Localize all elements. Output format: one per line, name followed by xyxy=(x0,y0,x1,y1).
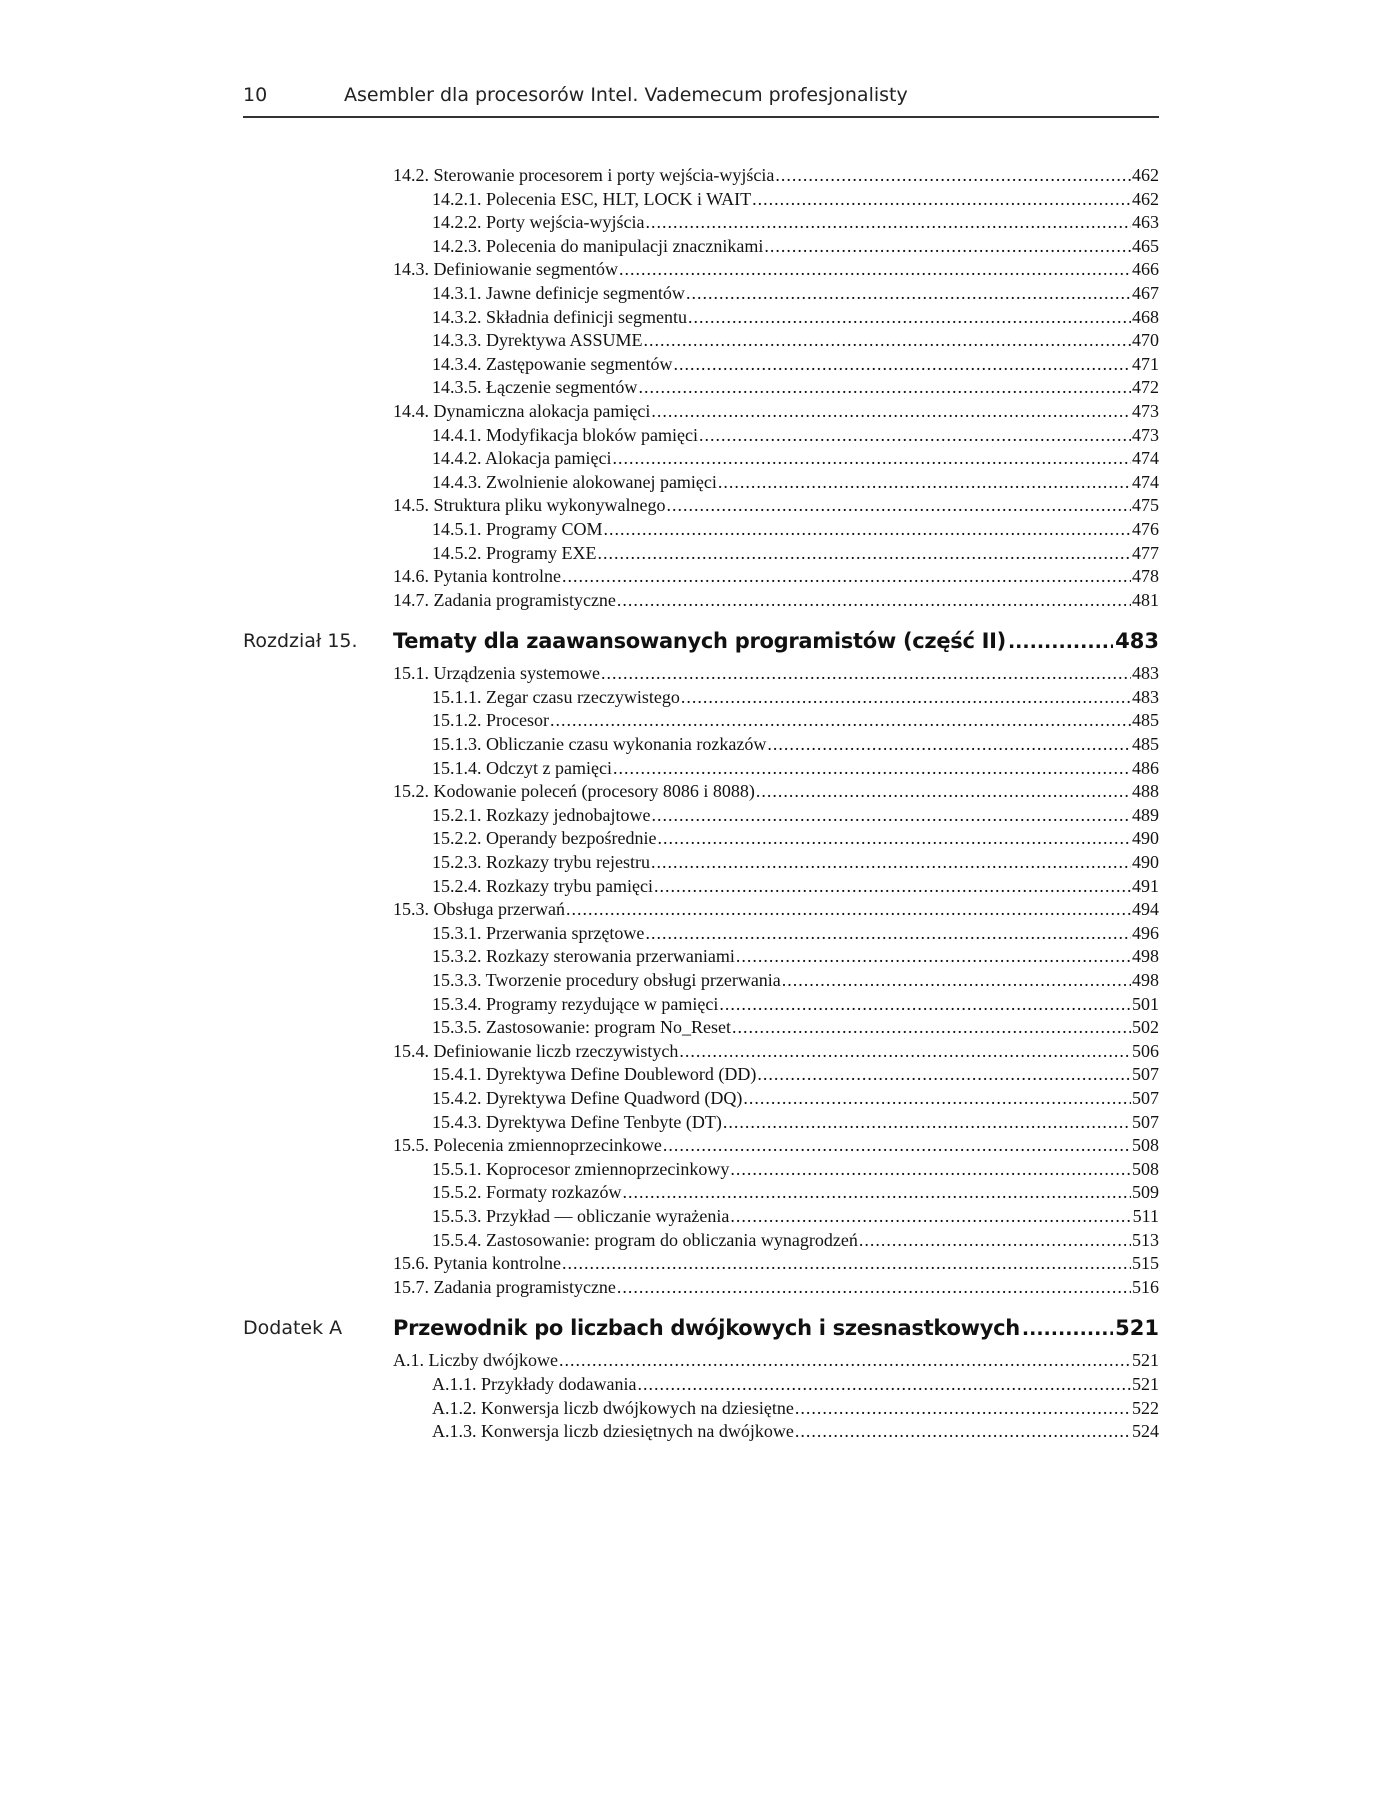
toc-entry-title: 14.4.3. Zwolnienie alokowanej pamięci xyxy=(432,471,717,492)
toc-entry-title: 15.3.5. Zastosowanie: program No_Reset xyxy=(432,1017,731,1038)
toc-entry-title: 15.5. Polecenia zmiennoprzecinkowe xyxy=(393,1135,662,1156)
toc-entry-title: 14.2.3. Polecenia do manipulacji znacznikami xyxy=(432,235,764,256)
toc-entry[interactable] xyxy=(432,188,1159,212)
toc-entry-title: 15.2. Kodowanie poleceń (procesory 8086 i 8088) xyxy=(393,781,755,802)
toc-entry[interactable] xyxy=(432,1229,1159,1253)
toc-page-number: 508 xyxy=(1132,1135,1159,1156)
dot-leader xyxy=(686,282,1131,306)
toc-page-number: 462 xyxy=(1132,165,1159,185)
toc-entry-title: 15.1.1. Zegar czasu rzeczywistego xyxy=(432,686,680,707)
toc-entry-title: 15.4.1. Dyrektywa Define Doubleword (DD) xyxy=(432,1064,757,1085)
toc-entry-title: 15.3.4. Programy rezydujące w pamięci xyxy=(432,993,719,1014)
dot-leader xyxy=(622,1181,1131,1205)
toc-page-number: 509 xyxy=(1132,1182,1159,1203)
dot-leader xyxy=(617,1276,1131,1300)
toc-entry-title: 15.5.2. Formaty rozkazów xyxy=(432,1182,622,1203)
toc-entry-title: 15.1. Urządzenia systemowe xyxy=(393,663,600,684)
toc-entry-title: 14.5. Struktura pliku wykonywalnego xyxy=(393,495,666,516)
toc-page-number: 498 xyxy=(1132,946,1159,967)
toc-entry-title: 15.4.2. Dyrektywa Define Quadword (DQ) xyxy=(432,1087,743,1108)
toc-entry-title: 14.6. Pytania kontrolne xyxy=(393,566,561,587)
dot-leader xyxy=(736,945,1131,969)
toc-entry[interactable] xyxy=(432,353,1159,377)
toc-entry[interactable] xyxy=(432,329,1159,353)
table-of-contents xyxy=(243,164,1159,1444)
toc-entry-title: 14.7. Zadania programistyczne xyxy=(393,589,616,610)
toc-page-number: 524 xyxy=(1132,1421,1159,1442)
toc-entry[interactable] xyxy=(393,164,1159,188)
toc-entry[interactable] xyxy=(432,1111,1159,1135)
toc-entry-title: 15.2.1. Rozkazy jednobajtowe xyxy=(432,804,651,825)
running-title: Asembler dla procesorów Intel. Vademecum profesjonalisty xyxy=(344,84,908,106)
toc-page-number: 462 xyxy=(1132,188,1159,209)
toc-page-number: 490 xyxy=(1132,828,1159,849)
toc-page-number: 506 xyxy=(1132,1040,1159,1061)
dot-leader xyxy=(562,565,1131,589)
toc-entry-title: 15.2.4. Rozkazy trybu pamięci xyxy=(432,875,653,896)
toc-entry[interactable] xyxy=(432,733,1159,757)
dot-leader xyxy=(859,1229,1131,1253)
toc-entry[interactable] xyxy=(432,1205,1159,1229)
toc-entry[interactable] xyxy=(432,1373,1159,1397)
toc-entry[interactable] xyxy=(432,993,1159,1017)
toc-entry-title: 15.7. Zadania programistyczne xyxy=(393,1276,616,1297)
toc-page-number: 496 xyxy=(1132,922,1159,943)
toc-entry-title: 15.3.3. Tworzenie procedury obsługi przerwania xyxy=(432,970,781,990)
dot-leader xyxy=(645,211,1131,235)
toc-entry[interactable] xyxy=(432,542,1159,566)
toc-page-number: 475 xyxy=(1132,495,1159,516)
toc-entry-title: 14.3.1. Jawne definicje segmentów xyxy=(432,282,685,303)
dot-leader xyxy=(719,993,1131,1017)
toc-page-number: 481 xyxy=(1132,589,1159,610)
toc-entry-title: 15.5.1. Koprocesor zmiennoprzecinkowy xyxy=(432,1158,730,1179)
toc-entry-title: 15.3. Obsługa przerwań xyxy=(393,899,565,920)
toc-page-number: 511 xyxy=(1132,1205,1159,1226)
dot-leader xyxy=(782,969,1131,993)
dot-leader xyxy=(604,518,1132,542)
toc-page-number: 468 xyxy=(1132,306,1159,327)
toc-page-number: 473 xyxy=(1132,424,1159,445)
dot-leader xyxy=(663,1134,1131,1158)
toc-page-number: 486 xyxy=(1132,757,1159,778)
dot-leader xyxy=(651,851,1131,875)
toc-entry-title: 14.2.2. Porty wejścia-wyjścia xyxy=(432,212,645,233)
toc-entry[interactable] xyxy=(432,1016,1159,1040)
dot-leader xyxy=(566,898,1131,922)
dot-leader xyxy=(617,589,1131,613)
toc-entry[interactable] xyxy=(432,447,1159,471)
toc-page-number: 501 xyxy=(1132,993,1159,1014)
dot-leader xyxy=(764,235,1131,259)
dot-leader xyxy=(723,1111,1131,1135)
dot-leader xyxy=(679,1040,1131,1064)
toc-entry[interactable] xyxy=(432,686,1159,710)
dot-leader xyxy=(673,353,1131,377)
toc-page-number: 489 xyxy=(1132,804,1159,825)
toc-chapter-heading[interactable] xyxy=(243,620,1159,662)
toc-page-number: 515 xyxy=(1132,1253,1159,1274)
toc-page-number: 485 xyxy=(1132,734,1159,755)
dot-leader xyxy=(654,875,1131,899)
toc-entry[interactable] xyxy=(432,922,1159,946)
toc-page-number: 490 xyxy=(1132,852,1159,873)
dot-leader xyxy=(730,1158,1131,1182)
toc-entry[interactable] xyxy=(393,1349,1159,1373)
dot-leader xyxy=(756,780,1131,804)
toc-entry-title: A.1.1. Przykłady dodawania xyxy=(432,1373,637,1394)
dot-leader xyxy=(657,827,1131,851)
toc-page-number: 471 xyxy=(1132,353,1159,374)
toc-entry-title: 14.3. Definiowanie segmentów xyxy=(393,259,618,280)
toc-entry[interactable] xyxy=(432,376,1159,400)
dot-leader xyxy=(550,709,1131,733)
toc-entry[interactable] xyxy=(432,757,1159,781)
toc-page-number: 494 xyxy=(1132,899,1159,920)
toc-page-number: 521 xyxy=(1115,1316,1159,1341)
dot-leader xyxy=(645,922,1131,946)
dot-leader xyxy=(562,1252,1131,1276)
toc-page-number: 522 xyxy=(1132,1397,1159,1418)
toc-entry[interactable] xyxy=(432,1158,1159,1182)
toc-entry-title: 14.5.2. Programy EXE xyxy=(432,542,597,563)
toc-entry-title: 14.4. Dynamiczna alokacja pamięci xyxy=(393,400,651,421)
toc-page-number: 483 xyxy=(1132,686,1159,707)
toc-entry-title: 15.2.2. Operandy bezpośrednie xyxy=(432,828,657,849)
toc-entry-title: 14.2.1. Polecenia ESC, HLT, LOCK i WAIT xyxy=(432,188,752,209)
toc-entry-title: 15.1.2. Procesor xyxy=(432,710,549,731)
toc-entry-title: 15.1.3. Obliczanie czasu wykonania rozkazów xyxy=(432,734,767,755)
dot-leader xyxy=(1022,1308,1113,1350)
toc-entry[interactable] xyxy=(393,565,1159,589)
dot-leader xyxy=(743,1087,1131,1111)
toc-entry-title: 14.3.5. Łączenie segmentów xyxy=(432,377,638,398)
dot-leader xyxy=(681,686,1131,710)
toc-entry-title: 14.3.4. Zastępowanie segmentów xyxy=(432,353,673,374)
dot-leader xyxy=(757,1063,1131,1087)
toc-entry[interactable] xyxy=(432,1087,1159,1111)
dot-leader xyxy=(597,542,1131,566)
toc-page-number: 513 xyxy=(1132,1229,1159,1250)
toc-entry[interactable] xyxy=(393,662,1159,686)
toc-entry[interactable] xyxy=(432,282,1159,306)
toc-entry-title: 14.3.3. Dyrektywa ASSUME xyxy=(432,330,643,351)
toc-entry[interactable] xyxy=(432,1063,1159,1087)
toc-entry-title: 15.6. Pytania kontrolne xyxy=(393,1253,561,1274)
toc-entry[interactable] xyxy=(432,709,1159,733)
toc-page-number: 465 xyxy=(1132,235,1159,256)
dot-leader xyxy=(651,804,1131,828)
toc-entry-title: 14.4.1. Modyfikacja bloków pamięci xyxy=(432,424,698,445)
toc-entry-title: 14.5.1. Programy COM xyxy=(432,518,603,539)
toc-page-number: 463 xyxy=(1132,212,1159,233)
toc-entry[interactable] xyxy=(393,589,1159,613)
toc-page-number: 470 xyxy=(1132,330,1159,351)
chapter-title: Tematy dla zaawansowanych programistów (część II) xyxy=(393,629,1006,654)
toc-page-number: 508 xyxy=(1132,1158,1159,1179)
toc-entry[interactable] xyxy=(393,780,1159,804)
toc-entry[interactable] xyxy=(432,875,1159,899)
toc-chapter-heading[interactable] xyxy=(243,1307,1159,1349)
dot-leader xyxy=(644,329,1132,353)
page-number: 10 xyxy=(243,84,268,106)
dot-leader xyxy=(651,400,1131,424)
toc-entry-title: 15.5.4. Zastosowanie: program do obliczania wynagrodzeń xyxy=(432,1229,858,1250)
toc-entry[interactable] xyxy=(432,969,1159,993)
toc-page-number: 521 xyxy=(1132,1373,1159,1394)
dot-leader xyxy=(613,757,1131,781)
toc-page-number: 483 xyxy=(1132,663,1159,684)
toc-page-number: 467 xyxy=(1132,282,1159,303)
toc-page-number: 488 xyxy=(1132,781,1159,802)
toc-page-number: 507 xyxy=(1132,1111,1159,1132)
toc-page-number: 474 xyxy=(1132,471,1159,492)
dot-leader xyxy=(795,1420,1131,1444)
toc-page-number: 466 xyxy=(1132,259,1159,280)
toc-page-number: 502 xyxy=(1132,1017,1159,1038)
toc-entry[interactable] xyxy=(393,1252,1159,1276)
dot-leader xyxy=(730,1205,1131,1229)
toc-entry-title: 14.4.2. Alokacja pamięci xyxy=(432,448,612,469)
toc-entry[interactable] xyxy=(432,235,1159,259)
toc-entry[interactable] xyxy=(432,471,1159,495)
toc-entry[interactable] xyxy=(432,945,1159,969)
toc-entry-title: 15.3.1. Przerwania sprzętowe xyxy=(432,922,645,943)
toc-page-number: 516 xyxy=(1132,1276,1159,1297)
dot-leader xyxy=(601,662,1131,686)
toc-page-number: 498 xyxy=(1132,970,1159,990)
dot-leader xyxy=(637,1373,1131,1397)
toc-page-number: 476 xyxy=(1132,518,1159,539)
toc-page-number: 485 xyxy=(1132,710,1159,731)
toc-entry[interactable] xyxy=(432,424,1159,448)
chapter-label: Dodatek A xyxy=(243,1317,343,1340)
toc-entry[interactable] xyxy=(432,518,1159,542)
dot-leader xyxy=(795,1397,1131,1421)
toc-entry[interactable] xyxy=(432,211,1159,235)
toc-entry-title: 14.3.2. Składnia definicji segmentu xyxy=(432,306,687,327)
toc-entry[interactable] xyxy=(393,1040,1159,1064)
toc-entry[interactable] xyxy=(393,898,1159,922)
toc-entry-title: 15.4.3. Dyrektywa Define Tenbyte (DT) xyxy=(432,1111,722,1132)
toc-entry-title: 15.3.2. Rozkazy sterowania przerwaniami xyxy=(432,946,735,967)
dot-leader xyxy=(775,164,1131,188)
toc-entry[interactable] xyxy=(432,804,1159,828)
dot-leader xyxy=(1008,621,1113,663)
toc-page-number: 491 xyxy=(1132,875,1159,896)
toc-entry[interactable] xyxy=(393,494,1159,518)
toc-page-number: 472 xyxy=(1132,377,1159,398)
dot-leader xyxy=(688,306,1131,330)
toc-entry[interactable] xyxy=(432,1181,1159,1205)
toc-page-number: 477 xyxy=(1132,542,1159,563)
page-header xyxy=(243,82,1159,118)
toc-entry[interactable] xyxy=(393,258,1159,282)
chapter-title: Przewodnik po liczbach dwójkowych i szesnastkowych xyxy=(393,1316,1020,1341)
toc-entry-title: 14.2. Sterowanie procesorem i porty wejścia-wyjścia xyxy=(393,165,775,185)
toc-entry[interactable] xyxy=(432,851,1159,875)
dot-leader xyxy=(767,733,1131,757)
toc-page-number: 507 xyxy=(1132,1087,1159,1108)
toc-entry[interactable] xyxy=(432,827,1159,851)
toc-entry-title: A.1. Liczby dwójkowe xyxy=(393,1350,558,1371)
toc-entry-title: A.1.2. Konwersja liczb dwójkowych na dziesiętne xyxy=(432,1397,794,1418)
dot-leader xyxy=(718,471,1131,495)
dot-leader xyxy=(559,1349,1131,1373)
dot-leader xyxy=(752,188,1131,212)
dot-leader xyxy=(619,258,1131,282)
dot-leader xyxy=(612,447,1131,471)
toc-entry[interactable] xyxy=(432,306,1159,330)
dot-leader xyxy=(699,424,1131,448)
toc-entry-title: 15.2.3. Rozkazy trybu rejestru xyxy=(432,852,650,873)
chapter-label: Rozdział 15. xyxy=(243,630,358,653)
toc-entry[interactable] xyxy=(393,1134,1159,1158)
toc-entry-title: 15.4. Definiowanie liczb rzeczywistych xyxy=(393,1040,679,1061)
toc-page-number: 483 xyxy=(1115,629,1159,654)
dot-leader xyxy=(732,1016,1131,1040)
toc-page-number: 474 xyxy=(1132,448,1159,469)
toc-entry-title: A.1.3. Konwersja liczb dziesiętnych na dwójkowe xyxy=(432,1421,794,1442)
toc-entry-title: 15.1.4. Odczyt z pamięci xyxy=(432,757,612,778)
toc-page-number: 507 xyxy=(1132,1064,1159,1085)
toc-entry[interactable] xyxy=(393,400,1159,424)
dot-leader xyxy=(666,494,1131,518)
toc-page-number: 478 xyxy=(1132,566,1159,587)
toc-entry-title: 15.5.3. Przykład — obliczanie wyrażenia xyxy=(432,1205,730,1226)
toc-page-number: 473 xyxy=(1132,400,1159,421)
toc-page-number: 521 xyxy=(1132,1350,1159,1371)
toc-entry[interactable] xyxy=(432,1397,1159,1421)
toc-entry[interactable] xyxy=(432,1420,1159,1444)
dot-leader xyxy=(638,376,1131,400)
toc-entry[interactable] xyxy=(393,1276,1159,1300)
